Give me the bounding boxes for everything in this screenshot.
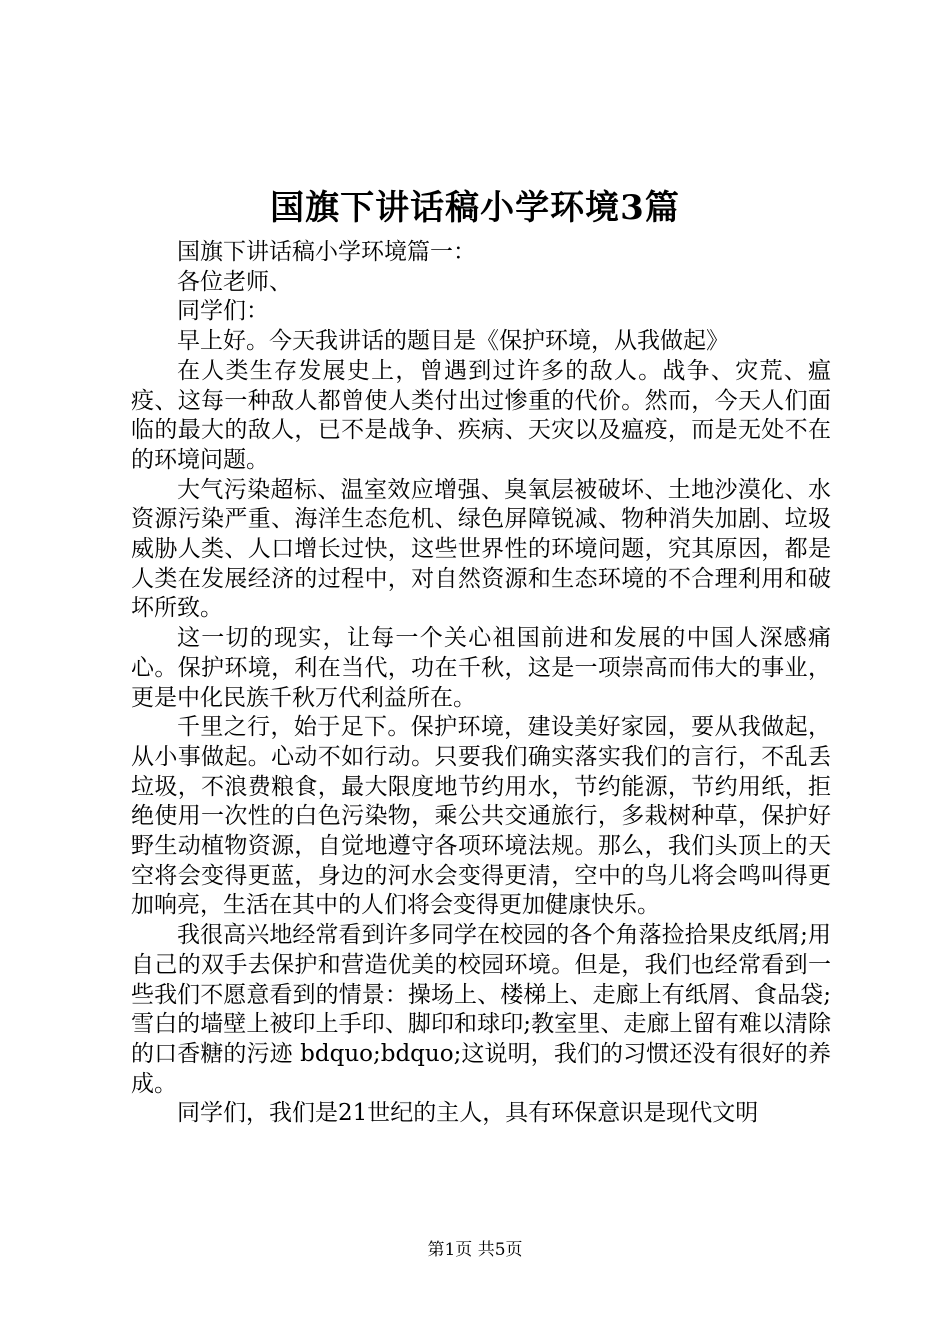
paragraph-body: 这一切的现实，让每一个关心祖国前进和发展的中国人深感痛心。保护环境，利在当代，功在千秋，这是一项崇高而伟大的事业，更是中化民族千秋万代利益所在。 [131, 625, 831, 711]
document-body [131, 238, 831, 1129]
page-footer: 第1页 共5页 [427, 1240, 523, 1260]
paragraph-salutation-teachers: 各位老师、 [177, 268, 292, 295]
paragraph-heading: 国旗下讲话稿小学环境篇一： [177, 239, 476, 265]
paragraph-body: 在人类生存发展史上，曾遇到过许多的敌人。战争、灾荒、瘟疫、这每一种敌人都曾使人类付出过惨重的代价。然而，今天人们面临的最大的敌人，已不是战争、疾病、天灾以及瘟疫，而是无处不在的环境问题。 [131, 357, 831, 473]
document-title: 国旗下讲话稿小学环境3篇 [270, 188, 680, 228]
paragraph-greeting: 早上好。今天我讲话的题目是《保护环境，从我做起》 [177, 328, 729, 355]
paragraph-salutation-students: 同学们： [177, 298, 269, 325]
paragraph-body: 同学们，我们是21世纪的主人，具有环保意识是现代文明 [177, 1100, 759, 1127]
paragraph-body: 千里之行，始于足下。保护环境，建设美好家园，要从我做起，从小事做起。心动不如行动。只要我们确实落实我们的言行，不乱丢垃圾，不浪费粮食，最大限度地节约用水，节约能源，节约用纸，拒绝使用一次性的白色污染物，乘公共交通旅行，多栽树种草，保护好野生动植物资源，自觉地遵守各项环境法规。那么，我们头顶上的天空将会变得更蓝，身边的河水会变得更清，空中的鸟儿将会鸣叫得更加响亮，生活在其中的人们将会变得更加健康快乐。 [131, 714, 831, 919]
paragraph-body: 大气污染超标、温室效应增强、臭氧层被破坏、土地沙漠化、水资源污染严重、海洋生态危机、绿色屏障锐减、物种消失加剧、垃圾威胁人类、人口增长过快，这些世界性的环境问题，究其原因，都是人类在发展经济的过程中，对自然资源和生态环境的不合理利用和破坏所致。 [131, 476, 831, 622]
paragraph-body: 我很高兴地经常看到许多同学在校园的各个角落捡拾果皮纸屑;用自己的双手去保护和营造优美的校园环境。但是，我们也经常看到一些我们不愿意看到的情景：操场上、楼梯上、走廊上有纸屑、食品袋;雪白的墙壁上被印上手印、脚印和球印;教室里、走廊上留有难以清除的口香糖的污迹 bdquo;bdquo;这说明，我们的习惯还没有很好的养成。 [131, 922, 831, 1097]
